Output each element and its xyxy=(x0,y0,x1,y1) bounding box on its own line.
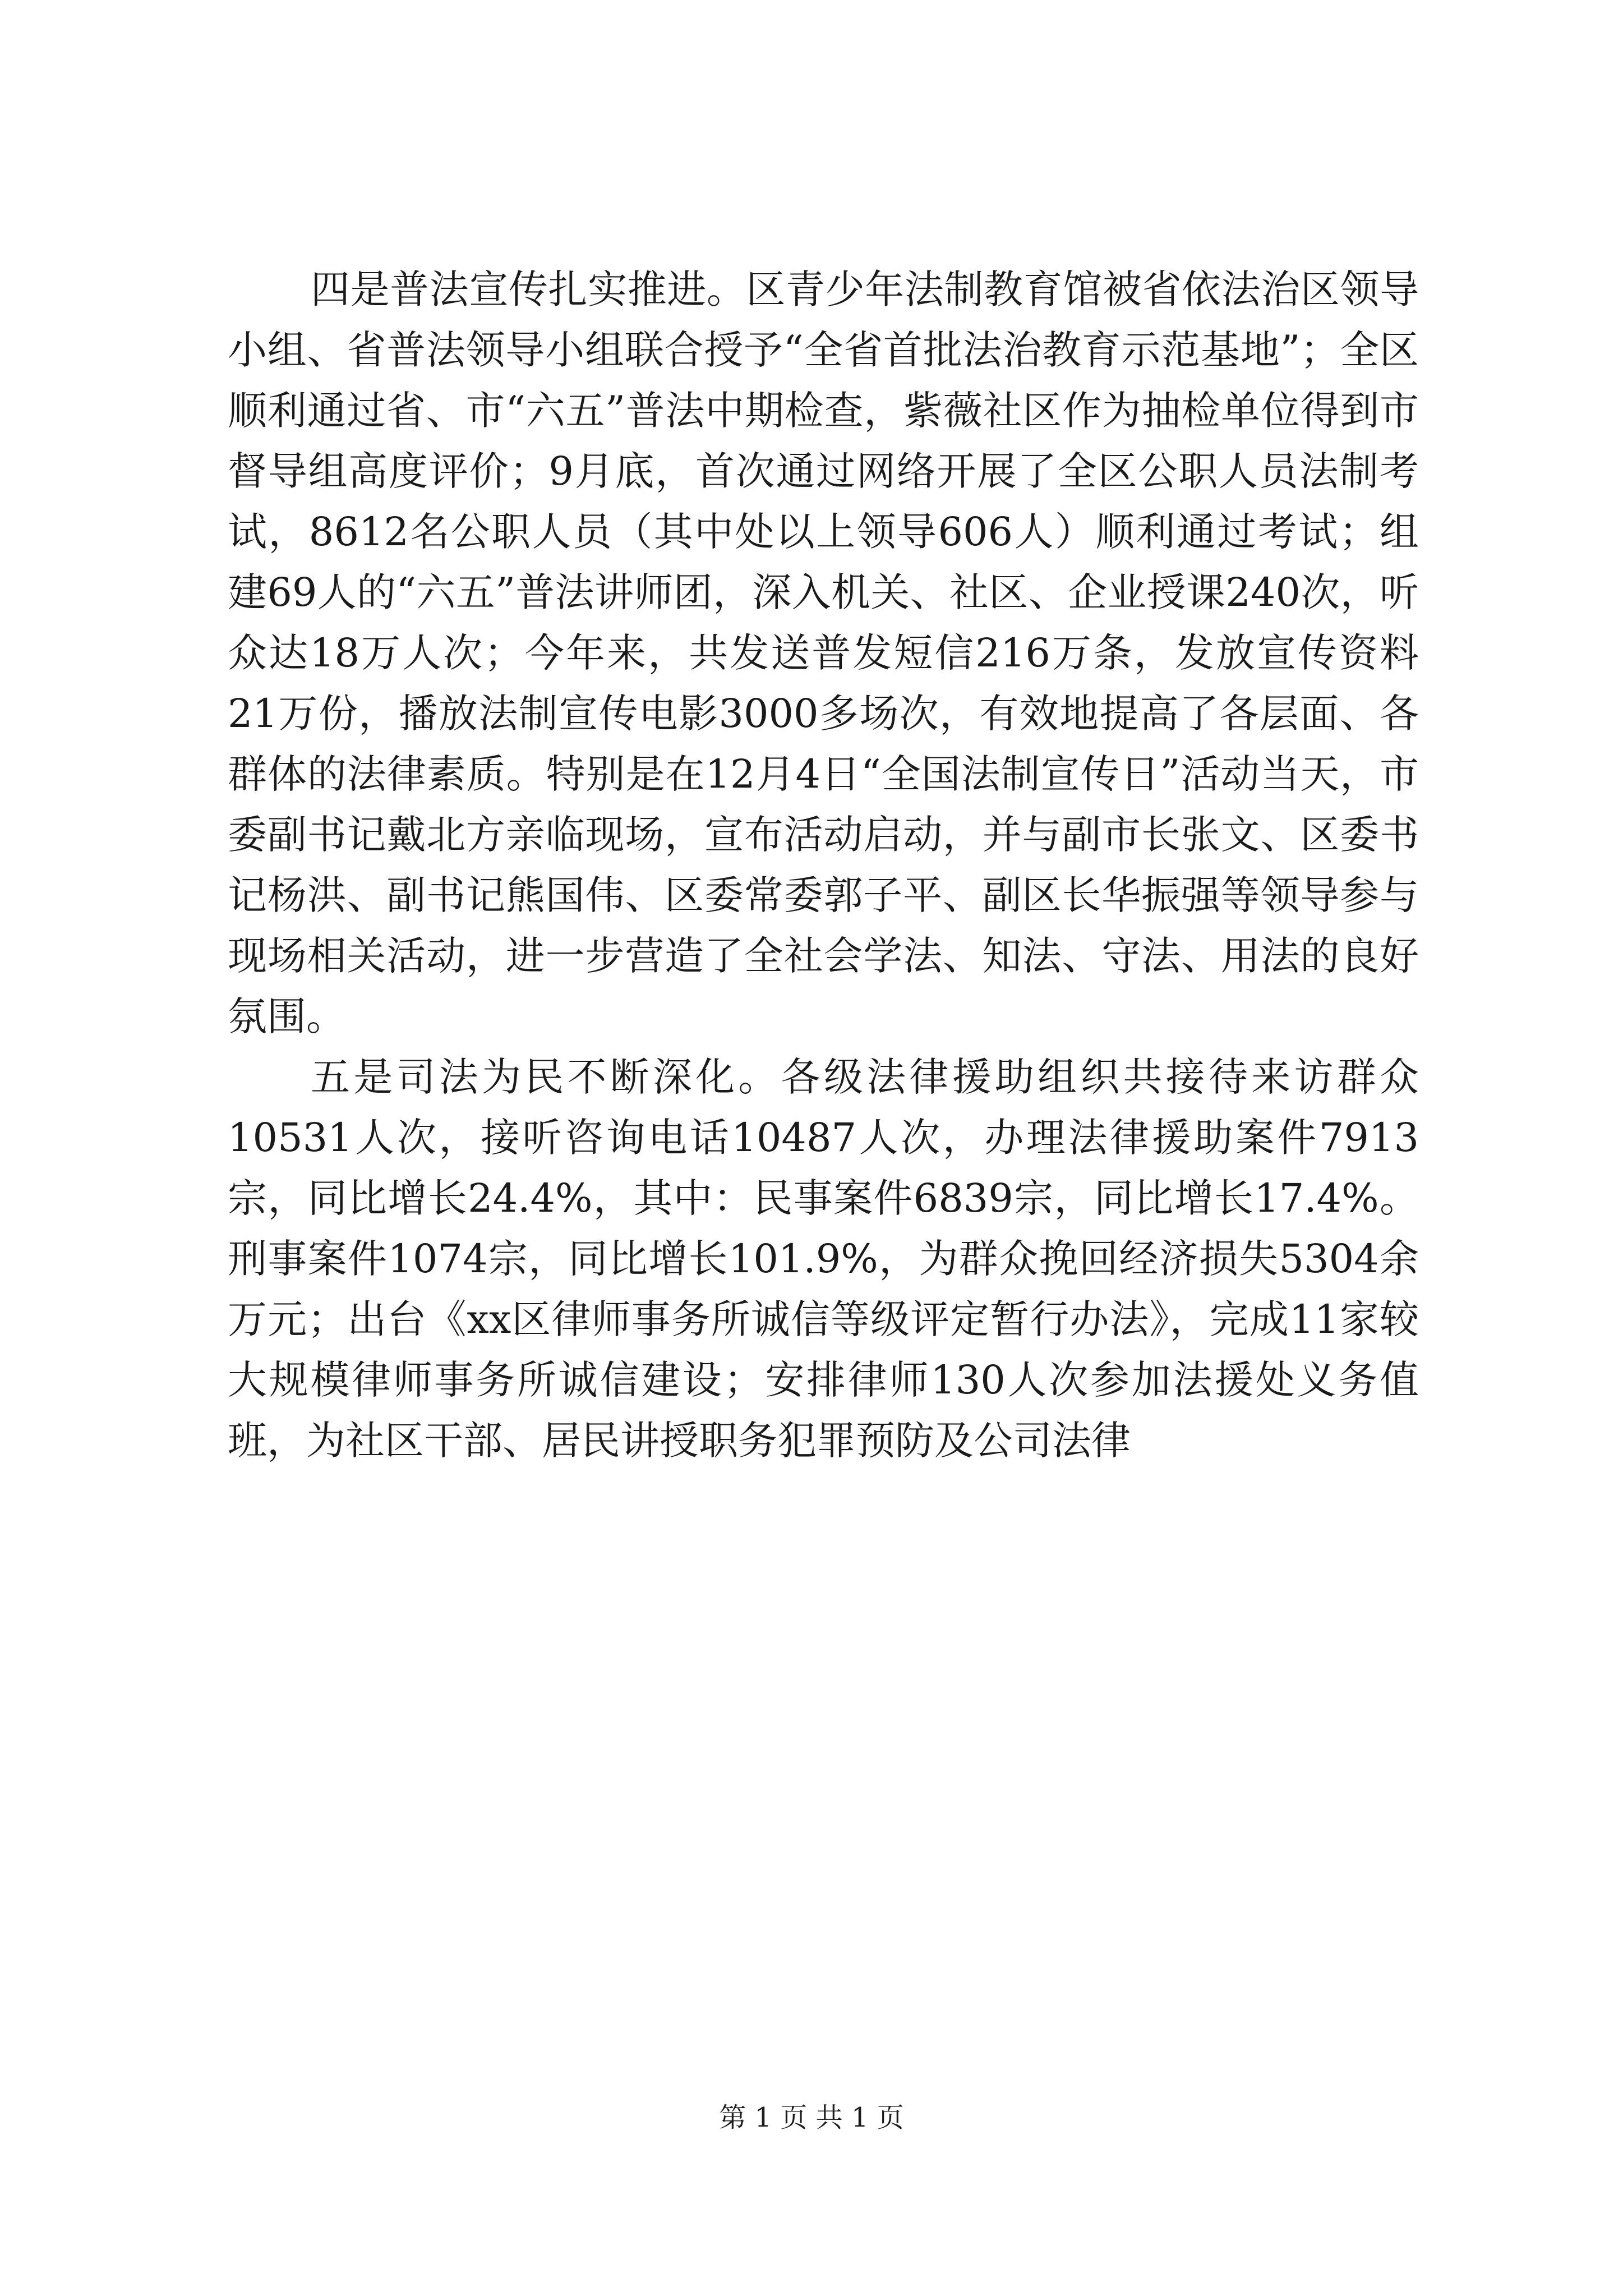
document-body xyxy=(228,259,1419,1471)
paragraph-propaganda: 四是普法宣传扎实推进。区青少年法制教育馆被省依法治区领导小组、省普法领导小组联合授予“全省首批法治教育示范基地”；全区顺利通过省、市“六五”普法中期检查，紫薇社区作为抽检单位得到市督导组高度评价；9月底，首次通过网络开展了全区公职人员法制考试，8612名公职人员（其中处以上领导606人）顺利通过考试；组建69人的“六五”普法讲师团，深入机关、社区、企业授课240次，听众达18万人次；今年来，共发送普发短信216万条，发放宣传资料21万份，播放法制宣传电影3000多场次，有效地提高了各层面、各群体的法律素质。特别是在12月4日“全国法制宣传日”活动当天，市委副书记戴北方亲临现场，宣布活动启动，并与副市长张文、区委书记杨洪、副书记熊国伟、区委常委郭子平、副区长华振强等领导参与现场相关活动，进一步营造了全社会学法、知法、守法、用法的良好氛围。 xyxy=(228,266,1419,1039)
page-footer: 第 1 页 共 1 页 xyxy=(719,2102,904,2133)
paragraph-judicial-service: 五是司法为民不断深化。各级法律援助组织共接待来访群众10531人次，接听咨询电话10487人次，办理法律援助案件7913宗，同比增长24.4%，其中：民事案件6839宗，同比增长17.4%。刑事案件1074宗，同比增长101.9%，为群众挽回经济损失5304余万元；出台《xx区律师事务所诚信等级评定暂行办法》，完成11家较大规模律师事务所诚信建设；安排律师130人次参加法援处义务值班，为社区干部、居民讲授职务犯罪预防及公司法律 xyxy=(228,1054,1419,1464)
